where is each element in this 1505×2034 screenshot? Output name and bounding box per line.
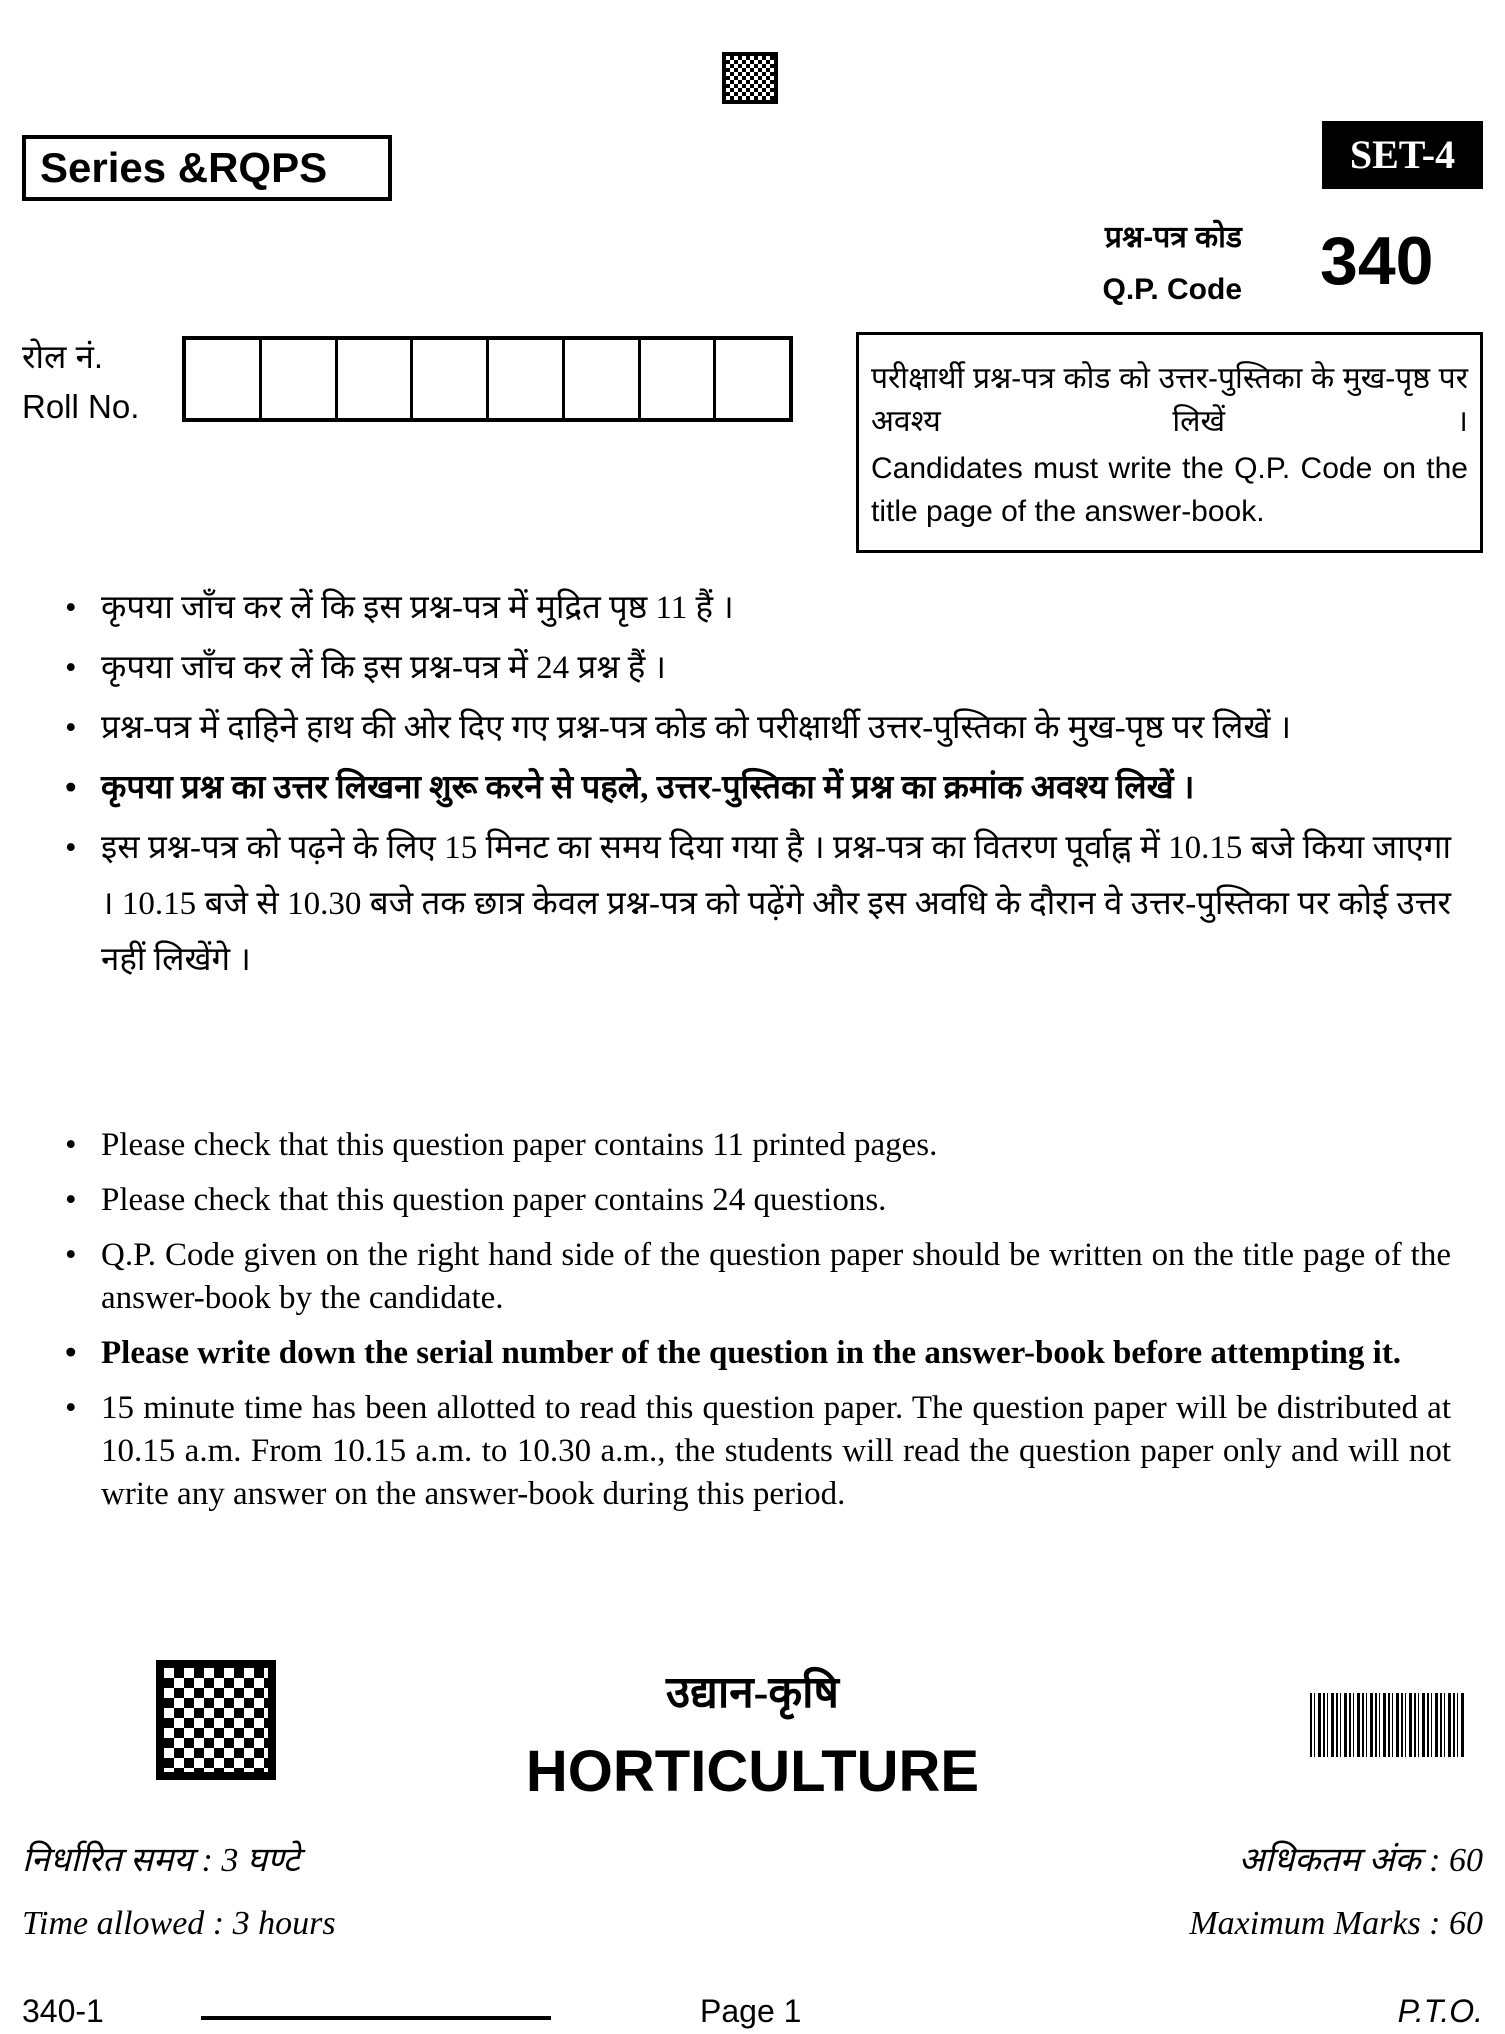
instruction-item: • कृपया जाँच कर लें कि इस प्रश्न-पत्र में मुद्रित पृष्ठ 11 हैं । <box>65 580 1451 636</box>
roll-number-boxes[interactable] <box>182 336 793 422</box>
qp-code-label-en: Q.P. Code <box>1102 273 1242 306</box>
subject-title: HORTICULTURE <box>525 1739 980 1804</box>
instructions-english <box>65 1124 1451 1528</box>
instruction-item: • Q.P. Code given on the right hand side of the question paper should be written on the title page of the answer-book by the candidate. <box>65 1234 1451 1320</box>
instruction-item: • Please check that this question paper contains 11 printed pages. <box>65 1124 1451 1167</box>
qp-code-label-hi: प्रश्न-पत्र कोड <box>1104 221 1242 254</box>
roll-digit-box[interactable] <box>489 340 565 418</box>
series-label: Series &RQPS <box>22 135 392 201</box>
roll-label-en: Roll No. <box>22 388 140 425</box>
set-badge: SET-4 <box>1322 121 1483 189</box>
roll-digit-box[interactable] <box>565 340 641 418</box>
roll-digit-box[interactable] <box>641 340 717 418</box>
roll-digit-box[interactable] <box>413 340 489 418</box>
roll-label <box>22 332 139 432</box>
roll-digit-box[interactable] <box>186 340 262 418</box>
candidate-note-box <box>856 332 1483 553</box>
instruction-item: • इस प्रश्न-पत्र को पढ़ने के लिए 15 मिनट का समय दिया गया है । प्रश्न-पत्र का वितरण पूर्वाह्न में 10.15 बजे किया जाएगा । 10.15 बजे से 10.30 बजे तक छात्र केवल प्रश्न-पत्र को पढ़ेंगे और इस अवधि के दौरान वे उत्तर-पुस्तिका पर कोई उत्तर नहीं लिखेंगे । <box>65 820 1451 988</box>
qp-code: 340 <box>1320 223 1434 299</box>
instruction-item: • Please write down the serial number of the question in the answer-book before attempting it. <box>65 1332 1451 1375</box>
time-allowed-en: Time allowed : 3 hours <box>22 1905 336 1942</box>
instruction-item: • 15 minute time has been allotted to read this question paper. The question paper will be distributed at 10.15 a.m. From 10.15 a.m. to 10.30 a.m., the students will read the question paper only and will not write any answer on the answer-book during this period. <box>65 1387 1451 1516</box>
barcode <box>1310 1693 1466 1757</box>
instruction-item: • कृपया जाँच कर लें कि इस प्रश्न-पत्र में 24 प्रश्न हैं । <box>65 640 1451 696</box>
footer-code: 340-1 <box>22 1993 104 2029</box>
note-en: Candidates must write the Q.P. Code on the title page of the answer-book. <box>871 452 1468 528</box>
instruction-item: • प्रश्न-पत्र में दाहिने हाथ की ओर दिए गए प्रश्न-पत्र कोड को परीक्षार्थी उत्तर-पुस्तिका के मुख-पृष्ठ पर लिखें । <box>65 700 1451 756</box>
instruction-item: • कृपया प्रश्न का उत्तर लिखना शुरू करने से पहले, उत्तर-पुस्तिका में प्रश्न का क्रमांक अवश्य लिखें । <box>65 760 1451 816</box>
note-hi: परीक्षार्थी प्रश्न-पत्र कोड को उत्तर-पुस्तिका के मुख-पृष्ठ पर अवश्य लिखें । <box>871 362 1468 438</box>
footer-divider <box>201 2016 551 2020</box>
time-allowed-hi: निर्धारित समय : 3 घण्टे <box>22 1842 300 1879</box>
instructions-hindi <box>65 580 1451 992</box>
footer-page: Page 1 <box>700 1993 802 2029</box>
max-marks-en: Maximum Marks : 60 <box>1189 1905 1483 1942</box>
roll-digit-box[interactable] <box>716 340 789 418</box>
roll-digit-box[interactable] <box>338 340 414 418</box>
footer-pto: P.T.O. <box>1397 1993 1483 2029</box>
qp-code-label <box>1030 212 1242 316</box>
subject-title-hindi: उद्यान-कृषि <box>666 1668 839 1717</box>
instruction-item: • Please check that this question paper contains 24 questions. <box>65 1179 1451 1222</box>
roll-digit-box[interactable] <box>262 340 338 418</box>
qr-code-top <box>722 52 778 104</box>
max-marks-hi: अधिकतम अंक : 60 <box>1238 1842 1483 1879</box>
roll-label-hi: रोल नं. <box>22 338 104 375</box>
